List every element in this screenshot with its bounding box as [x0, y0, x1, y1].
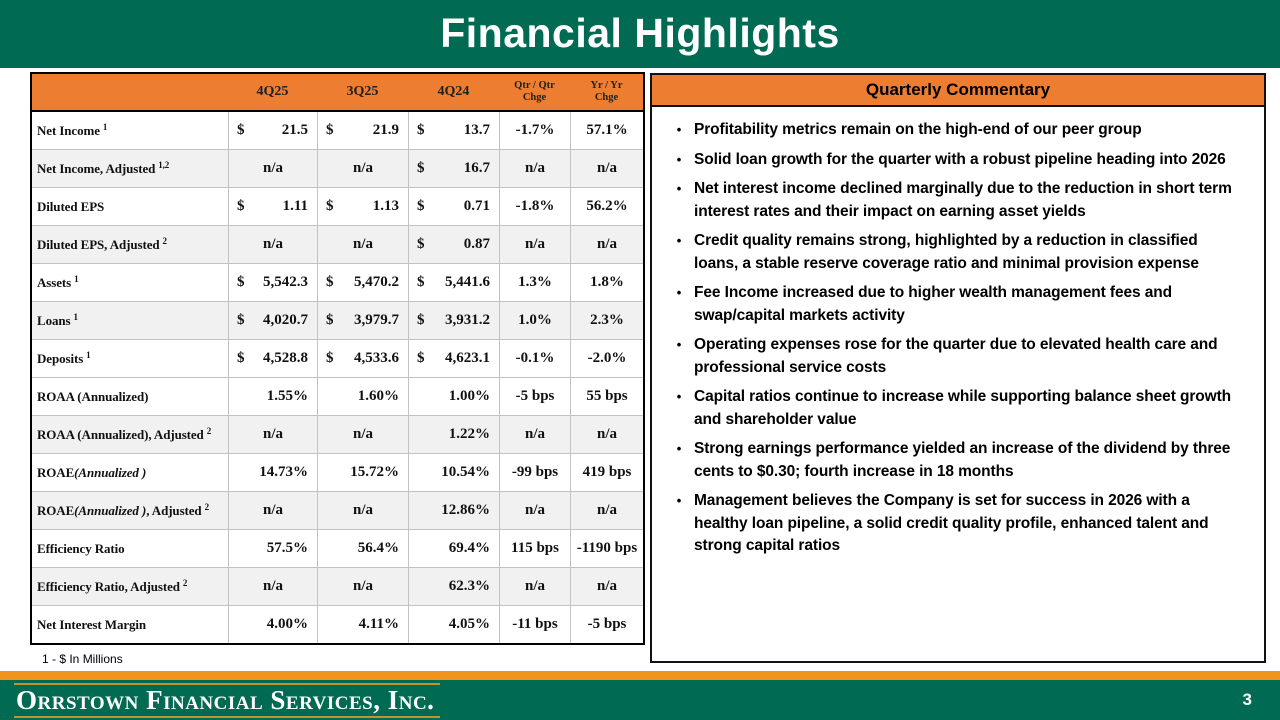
bullet-icon: •: [676, 493, 682, 508]
commentary-header: Quarterly Commentary: [652, 75, 1264, 107]
table-row: [32, 187, 643, 225]
row-label: Net Income $^1$: [37, 121, 108, 138]
financial-table: [30, 72, 645, 645]
table-row: [32, 339, 643, 377]
value-cell: $ 13.7: [408, 112, 499, 149]
value-cell: 56.2%: [570, 188, 643, 225]
value-cell: n/a: [228, 150, 317, 187]
bullet-text: Credit quality remains strong, highlighted by a reduction in classified loans, a stable reserve coverage ratio and minimal provision expense: [694, 232, 1199, 272]
page-number: 3: [1242, 690, 1252, 709]
value-cell: -5 bps: [570, 606, 643, 643]
value-cell: -1.8%: [499, 188, 570, 225]
value-cell: -0.1%: [499, 340, 570, 377]
value-cell: 69.4%: [408, 530, 499, 567]
value-cell: 1.22%: [408, 416, 499, 453]
value-cell: 57.1%: [570, 112, 643, 149]
value-cell: 4.05%: [408, 606, 499, 643]
row-label: Efficiency Ratio: [37, 540, 125, 556]
bullet-icon: •: [676, 389, 682, 404]
table-row: [32, 377, 643, 415]
table-row: [32, 605, 643, 643]
value-cell: 4.00%: [228, 606, 317, 643]
value-cell: $ 0.87: [408, 226, 499, 263]
value-cell: 419 bps: [570, 454, 643, 491]
col-header: Qtr / Qtr Chge: [514, 80, 555, 103]
value-cell: n/a: [317, 416, 408, 453]
value-cell: 55 bps: [570, 378, 643, 415]
footer-accent-strip: [0, 671, 1280, 680]
value-cell: n/a: [570, 416, 643, 453]
commentary-bullet: [664, 230, 1246, 275]
bullet-icon: •: [676, 337, 682, 352]
value-cell: n/a: [228, 416, 317, 453]
table-row: [32, 491, 643, 529]
row-label: Loans $^1$: [37, 311, 78, 328]
value-cell: n/a: [317, 226, 408, 263]
value-cell: 1.8%: [570, 264, 643, 301]
col-header: 4Q24: [437, 84, 470, 99]
table-row: [32, 112, 643, 149]
value-cell: n/a: [317, 568, 408, 605]
commentary-bullet: [664, 438, 1246, 483]
value-cell: 1.00%: [408, 378, 499, 415]
value-cell: $ 21.5: [228, 112, 317, 149]
row-label: ROAE (Annualized ) , Adjusted $^2$: [37, 501, 209, 518]
value-cell: n/a: [228, 492, 317, 529]
table-row: [32, 301, 643, 339]
row-label: Efficiency Ratio, Adjusted $^2$: [37, 577, 188, 594]
col-header-empty: [32, 74, 228, 110]
value-cell: $ 5,542.3: [228, 264, 317, 301]
value-cell: 1.55%: [228, 378, 317, 415]
value-cell: 115 bps: [499, 530, 570, 567]
value-cell: $ 5,470.2: [317, 264, 408, 301]
bullet-text: Operating expenses rose for the quarter due to elevated health care and professional service costs: [694, 336, 1218, 376]
row-label: Net Income, Adjusted $^{1,2}$: [37, 159, 170, 176]
bullet-text: Strong earnings performance yielded an increase of the dividend by three cents to $0.30; fourth increase in 18 months: [694, 440, 1231, 480]
value-cell: n/a: [570, 150, 643, 187]
value-cell: n/a: [317, 492, 408, 529]
value-cell: 1.0%: [499, 302, 570, 339]
title-bar: [0, 0, 1280, 68]
value-cell: n/a: [228, 568, 317, 605]
row-label: ROAE (Annualized ): [37, 464, 147, 480]
value-cell: n/a: [570, 492, 643, 529]
value-cell: n/a: [317, 150, 408, 187]
row-label: Diluted EPS, Adjusted $^2$: [37, 235, 167, 252]
commentary-bullet: [664, 178, 1246, 223]
bullet-text: Profitability metrics remain on the high-end of our peer group: [694, 121, 1142, 138]
bullet-text: Net interest income declined marginally due to the reduction in short term interest rates and their impact on earning asset yields: [694, 180, 1232, 220]
value-cell: n/a: [499, 492, 570, 529]
value-cell: 56.4%: [317, 530, 408, 567]
value-cell: n/a: [570, 226, 643, 263]
company-logo: Orrstown Financial Services, Inc.: [14, 683, 440, 718]
value-cell: 57.5%: [228, 530, 317, 567]
table-row: [32, 567, 643, 605]
table-row: [32, 225, 643, 263]
value-cell: $ 1.13: [317, 188, 408, 225]
value-cell: n/a: [228, 226, 317, 263]
commentary-panel: [650, 73, 1266, 663]
commentary-bullet: [664, 386, 1246, 431]
value-cell: $ 16.7: [408, 150, 499, 187]
value-cell: 4.11%: [317, 606, 408, 643]
bullet-icon: •: [676, 181, 682, 196]
value-cell: 1.3%: [499, 264, 570, 301]
value-cell: 2.3%: [570, 302, 643, 339]
table-header-row: [32, 74, 643, 112]
value-cell: $ 0.71: [408, 188, 499, 225]
bullet-icon: •: [676, 122, 682, 137]
bullet-text: Solid loan growth for the quarter with a robust pipeline heading into 2026: [694, 150, 1226, 168]
commentary-bullet: [664, 490, 1246, 558]
footer-bar: [0, 680, 1280, 720]
value-cell: -5 bps: [499, 378, 570, 415]
row-label: Assets $^1$: [37, 273, 79, 290]
commentary-bullet-list: [652, 107, 1264, 558]
value-cell: n/a: [499, 150, 570, 187]
value-cell: -99 bps: [499, 454, 570, 491]
value-cell: n/a: [499, 416, 570, 453]
bullet-icon: •: [676, 285, 682, 300]
value-cell: $ 4,623.1: [408, 340, 499, 377]
value-cell: n/a: [499, 568, 570, 605]
value-cell: 14.73%: [228, 454, 317, 491]
value-cell: -2.0%: [570, 340, 643, 377]
value-cell: n/a: [499, 226, 570, 263]
bullet-icon: •: [676, 233, 682, 248]
bullet-icon: •: [676, 151, 682, 167]
value-cell: n/a: [570, 568, 643, 605]
table-row: [32, 453, 643, 491]
table-row: [32, 415, 643, 453]
value-cell: 10.54%: [408, 454, 499, 491]
value-cell: $ 4,020.7: [228, 302, 317, 339]
bullet-icon: •: [676, 441, 682, 456]
value-cell: 1.60%: [317, 378, 408, 415]
value-cell: $ 21.9: [317, 112, 408, 149]
col-header: 3Q25: [346, 84, 379, 99]
bullet-text: Fee Income increased due to higher wealth management fees and swap/capital markets activity: [694, 284, 1172, 324]
page-title: Financial Highlights: [440, 10, 840, 56]
commentary-bullet: [664, 149, 1246, 172]
value-cell: $ 1.11: [228, 188, 317, 225]
value-cell: $ 3,931.2: [408, 302, 499, 339]
footnote: 1 - $ In Millions: [42, 652, 123, 666]
value-cell: $ 5,441.6: [408, 264, 499, 301]
value-cell: 62.3%: [408, 568, 499, 605]
value-cell: 15.72%: [317, 454, 408, 491]
commentary-bullet: [664, 334, 1246, 379]
col-header: 4Q25: [256, 84, 289, 99]
value-cell: 12.86%: [408, 492, 499, 529]
table-row: [32, 263, 643, 301]
value-cell: -1190 bps: [570, 530, 643, 567]
commentary-bullet: [664, 282, 1246, 327]
row-label: ROAA (Annualized): [37, 388, 149, 404]
row-label: Deposits $^1$: [37, 349, 91, 366]
value-cell: -11 bps: [499, 606, 570, 643]
value-cell: $ 4,533.6: [317, 340, 408, 377]
row-label: Diluted EPS: [37, 198, 105, 214]
bullet-text: Management believes the Company is set for success in 2026 with a healthy loan pipeline, a solid credit quality profile, enhanced talent and strong capital ratios: [694, 492, 1209, 554]
table-row: [32, 529, 643, 567]
financial-highlights-table-area: [30, 72, 645, 685]
value-cell: $ 4,528.8: [228, 340, 317, 377]
col-header: Yr / Yr Chge: [590, 80, 623, 103]
row-label: ROAA (Annualized), Adjusted $^2$: [37, 425, 212, 442]
value-cell: -1.7%: [499, 112, 570, 149]
table-body: [32, 112, 643, 643]
value-cell: $ 3,979.7: [317, 302, 408, 339]
bullet-text: Capital ratios continue to increase while supporting balance sheet growth and shareholder value: [694, 388, 1232, 428]
table-row: [32, 149, 643, 187]
commentary-bullet: [664, 119, 1246, 142]
row-label: Net Interest Margin: [37, 616, 147, 632]
